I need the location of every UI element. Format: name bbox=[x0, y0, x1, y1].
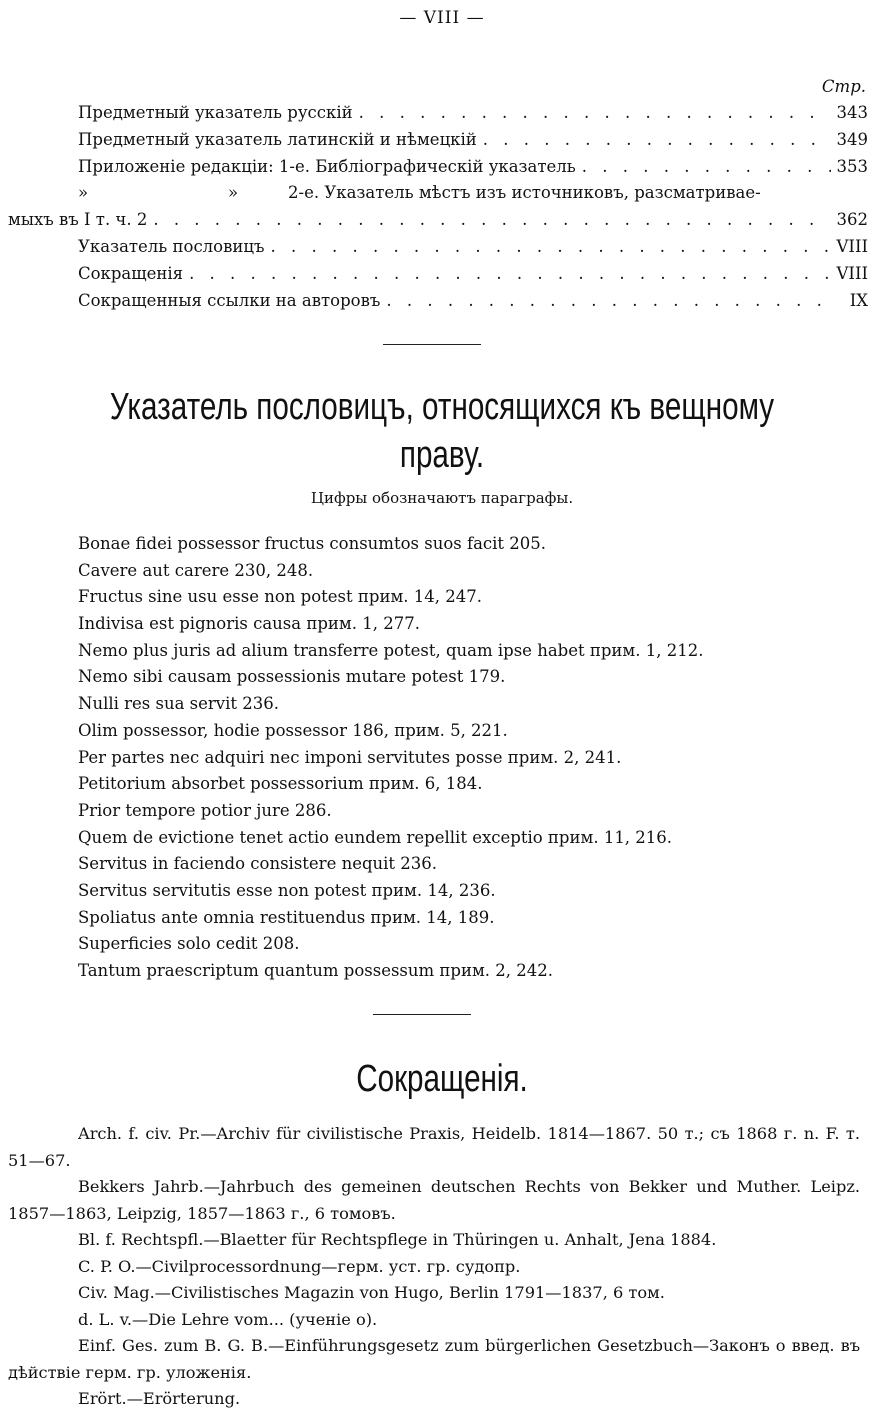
toc-entry-page: VIII bbox=[836, 236, 868, 256]
abbreviations-section-title: Сокращенія. bbox=[356, 1058, 528, 1100]
toc-entry-label: Приложеніе редакціи: 1-е. Библіографическій указатель bbox=[78, 156, 576, 176]
toc-entry bbox=[8, 234, 868, 261]
toc-entry-label: Сокращенія bbox=[78, 263, 184, 283]
toc-entry-page: VIII bbox=[836, 263, 868, 283]
proverb-item: Spoliatus ante omnia restituendus прим. 14, 189. bbox=[78, 907, 495, 927]
proverb-item: Quem de evictione tenet actio eundem repellit exceptio прим. 11, 216. bbox=[78, 827, 673, 847]
toc-entry-page: 349 bbox=[836, 129, 868, 149]
abbreviation-item: Bl. f. Rechtspfl.—Blaetter für Rechtspflege in Thüringen u. Anhalt, Jena 1884. bbox=[78, 1230, 717, 1249]
abbreviation-item: Civ. Mag.—Civilistisches Magazin von Hugo, Berlin 1791—1837, 6 том. bbox=[78, 1283, 665, 1302]
toc-entry bbox=[8, 288, 868, 315]
ditto-mark: » bbox=[228, 183, 239, 203]
toc-leader-dots bbox=[189, 261, 830, 288]
abbreviation-item: Arch. f. civ. Pr.—Archiv für civilistische Praxis, Heidelb. 1814—1867. 50 т.; съ 1868 г. n. F. т. 51—67. bbox=[8, 1124, 860, 1170]
proverb-item: Nulli res sua servit 236. bbox=[78, 694, 280, 714]
proverb-item: Prior tempore potior jure 286. bbox=[78, 800, 332, 820]
toc-entry bbox=[8, 127, 868, 154]
toc-leader-dots bbox=[359, 100, 831, 127]
toc-entry-page: IX bbox=[849, 290, 868, 310]
toc-entry-label: Сокращенныя ссылки на авторовъ bbox=[78, 290, 381, 310]
toc-entry-label: мыхъ въ I т. ч. 2 bbox=[8, 210, 148, 230]
proverb-item: Petitorium absorbet possessorium прим. 6, 184. bbox=[78, 774, 483, 794]
proverb-item: Bonae fidei possessor fructus consumtos suos facit 205. bbox=[78, 534, 547, 553]
abbreviation-item: Erört.—Erörterung. bbox=[78, 1389, 241, 1408]
proverbs-list bbox=[78, 531, 868, 985]
toc-leader-dots bbox=[582, 154, 831, 181]
proverb-item: Tantum praescriptum quantum possessum прим. 2, 242. bbox=[78, 961, 554, 980]
toc-entry-label: Указатель пословицъ bbox=[78, 236, 265, 256]
proverb-item: Nemo plus juris ad alium transferre potest, quam ipse habet прим. 1, 212. bbox=[78, 640, 704, 660]
toc-leader-dots bbox=[271, 234, 831, 261]
ditto-mark: » bbox=[78, 183, 89, 203]
toc-entry-page: 362 bbox=[836, 210, 868, 230]
toc-entry bbox=[8, 207, 868, 234]
toc-leader-dots bbox=[483, 127, 831, 154]
proverb-item: Indivisa est pignoris causa прим. 1, 277. bbox=[78, 614, 420, 634]
abbreviation-item: d. L. v.—Die Lehre vom... (ученіе о). bbox=[78, 1309, 378, 1329]
proverb-item: Servitus servitutis esse non potest прим. 14, 236. bbox=[78, 880, 496, 900]
section-divider bbox=[383, 344, 481, 345]
toc-entry-page: 343 bbox=[836, 103, 868, 122]
proverb-item: Superficies solo cedit 208. bbox=[78, 934, 300, 954]
abbreviation-item: Einf. Ges. zum B. G. B.—Einführungsgesetz zum bürgerlichen Gesetzbuch—Законъ о введ. въ дѣйствіе герм. гр. уложенія. bbox=[8, 1336, 860, 1382]
proverb-item: Servitus in faciendo consistere nequit 236. bbox=[78, 854, 438, 874]
toc-entry-label: Предметный указатель латинскій и нѣмецкій bbox=[78, 129, 477, 149]
proverb-item: Nemo sibi causam possessionis mutare potest 179. bbox=[78, 667, 506, 687]
toc-entry-page: 353 bbox=[836, 156, 868, 176]
toc-leader-dots bbox=[386, 288, 832, 315]
proverb-item: Fructus sine usu esse non potest прим. 14, 247. bbox=[78, 587, 483, 607]
proverb-item: Olim possessor, hodie possessor 186, прим. 5, 221. bbox=[78, 720, 508, 740]
toc-entry-label: Предметный указатель русскій bbox=[78, 103, 353, 122]
proverb-item: Per partes nec adquiri nec imponi servitutes posse прим. 2, 241. bbox=[78, 747, 622, 767]
proverbs-title-line1: Указатель пословицъ, относящихся къ вещному bbox=[109, 386, 775, 428]
toc-entry-label: 2-е. Указатель мѣстъ изъ источниковъ, разсматривае- bbox=[288, 183, 761, 203]
toc-entry bbox=[8, 100, 868, 127]
toc-page-column-label: Стр. bbox=[821, 77, 866, 96]
abbreviation-item: C. P. O.—Civilprocessordnung—герм. уст. гр. судопр. bbox=[78, 1256, 521, 1276]
toc-continued-entry bbox=[8, 180, 868, 207]
table-of-contents bbox=[8, 74, 868, 314]
abbreviation-item: Bekkers Jahrb.—Jahrbuch des gemeinen deutschen Rechts von Bekker und Muther. Leipz. 1857—1863, Leipzig, 1857—1863 г., 6 томовъ. bbox=[8, 1177, 860, 1223]
toc-leader-dots bbox=[153, 207, 830, 234]
proverbs-note: Цифры обозначаютъ параграфы. bbox=[310, 489, 574, 507]
proverbs-title-line2: праву. bbox=[399, 434, 485, 476]
toc-entry bbox=[8, 154, 868, 181]
page-number: — VIII — bbox=[399, 8, 485, 28]
abbreviations-list bbox=[8, 1121, 860, 1413]
proverbs-section-title bbox=[109, 383, 775, 479]
toc-entry bbox=[8, 261, 868, 288]
section-divider bbox=[373, 1014, 471, 1015]
proverb-item: Cavere aut carere 230, 248. bbox=[78, 560, 314, 580]
